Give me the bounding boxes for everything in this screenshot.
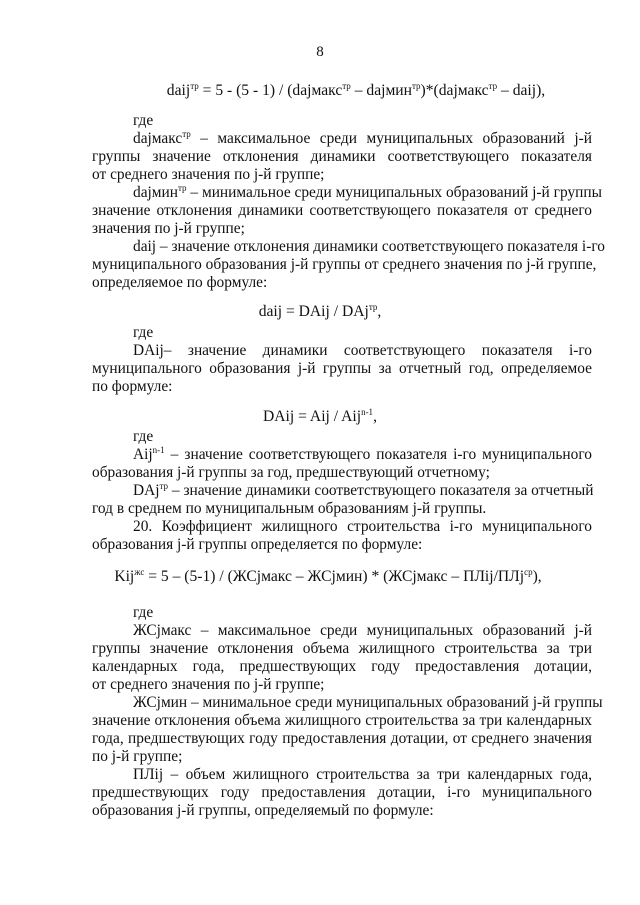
- text-line: от среднего значения по j-й группе;: [92, 166, 325, 183]
- section-20-heading: 20. Коэффициент жилищного строительства i-го муниципального: [133, 518, 592, 535]
- text-line: значение отклонения динамики соответствующего показателя от среднего: [92, 202, 592, 219]
- definition-daj-tr: DAj$^{тр}$ – значение динамики соответствующего показателя за отчетный: [133, 481, 594, 499]
- text-line: муниципального образования j-й группы от среднего значения по j-й группе,: [92, 256, 597, 273]
- where-label: где: [133, 604, 154, 621]
- text-line: группы значение отклонения объема жилищного строительства за три: [92, 640, 592, 657]
- definition-plij: ПЛij – объем жилищного строительства за три календарных года,: [133, 766, 592, 783]
- definition-daij: daij – значение отклонения динамики соответствующего показателя i-го: [133, 238, 605, 255]
- where-label: где: [133, 112, 154, 129]
- text-line: по j-й группе;: [92, 748, 183, 765]
- where-label: где: [133, 324, 154, 341]
- text-line: образования j-й группы, определяемый по формуле:: [92, 802, 434, 819]
- definition-dajmin: dajмин$^{тр}$ – минимальное среди муниципальных образований j-й группы: [133, 183, 602, 201]
- text-line: значения по j-й группе;: [92, 220, 245, 237]
- page-number: 8: [316, 44, 324, 60]
- text-line: по формуле:: [92, 378, 173, 395]
- definition-zhs-max: ЖСjмакс – максимальное среди муниципальных образований j-й: [133, 622, 592, 639]
- text-line: предшествующих году предоставления дотации, i-го муниципального: [92, 784, 592, 801]
- definition-zhs-min: ЖСjмин – минимальное среди муниципальных образований j-й группы: [133, 694, 603, 711]
- text-line: образования j-й группы определяется по формуле:: [92, 536, 423, 553]
- definition-dajmax: dajмакс$^{тр}$ – максимальное среди муниципальных образований j-й: [133, 129, 592, 147]
- text-line: календарных года, предшествующих году предоставления дотации,: [92, 658, 592, 675]
- text-line: года, предшествующих году предоставления дотации, от среднего значения: [92, 730, 592, 747]
- text-line: значение отклонения объема жилищного строительства за три календарных: [92, 712, 592, 729]
- formula-daij: daij = DAij / DAj$^{тр}$,: [258, 302, 382, 320]
- where-label: где: [133, 428, 154, 445]
- text-line: муниципального образования j-й группы за отчетный год, определяемое: [92, 360, 592, 377]
- formula-DAij: DAij = Aij / Aij$^{n-1}$,: [263, 407, 377, 425]
- text-line: год в среднем по муниципальным образованиям j-й группы.: [92, 500, 487, 517]
- formula-kij-housing: Kij$^{жс}$ = 5 – (5-1) / (ЖСjмакс – ЖСjмин) * (ЖСjмакс – ПЛij/ПЛj$^{ср}$),: [114, 567, 542, 585]
- text-line: образования j-й группы за год, предшествующий отчетному;: [92, 464, 490, 481]
- definition-daij-dynamics: DAij– значение динамики соответствующего показателя i-го: [133, 342, 592, 359]
- definition-aij-prev: Aij$^{n-1}$ – значение соответствующего показателя i-го муниципального: [133, 445, 592, 463]
- formula-daij-tr: daij$^{тр}$ = 5 - (5 - 1) / (dajмакс$^{тр}$ – dajмин$^{тр}$)*(dajмакс$^{тр}$ – daij),: [166, 81, 546, 99]
- text-line: определяемое по формуле:: [92, 274, 268, 291]
- text-line: группы значение отклонения динамики соответствующего показателя: [92, 148, 592, 165]
- text-line: от среднего значения по j-й группе;: [92, 676, 325, 693]
